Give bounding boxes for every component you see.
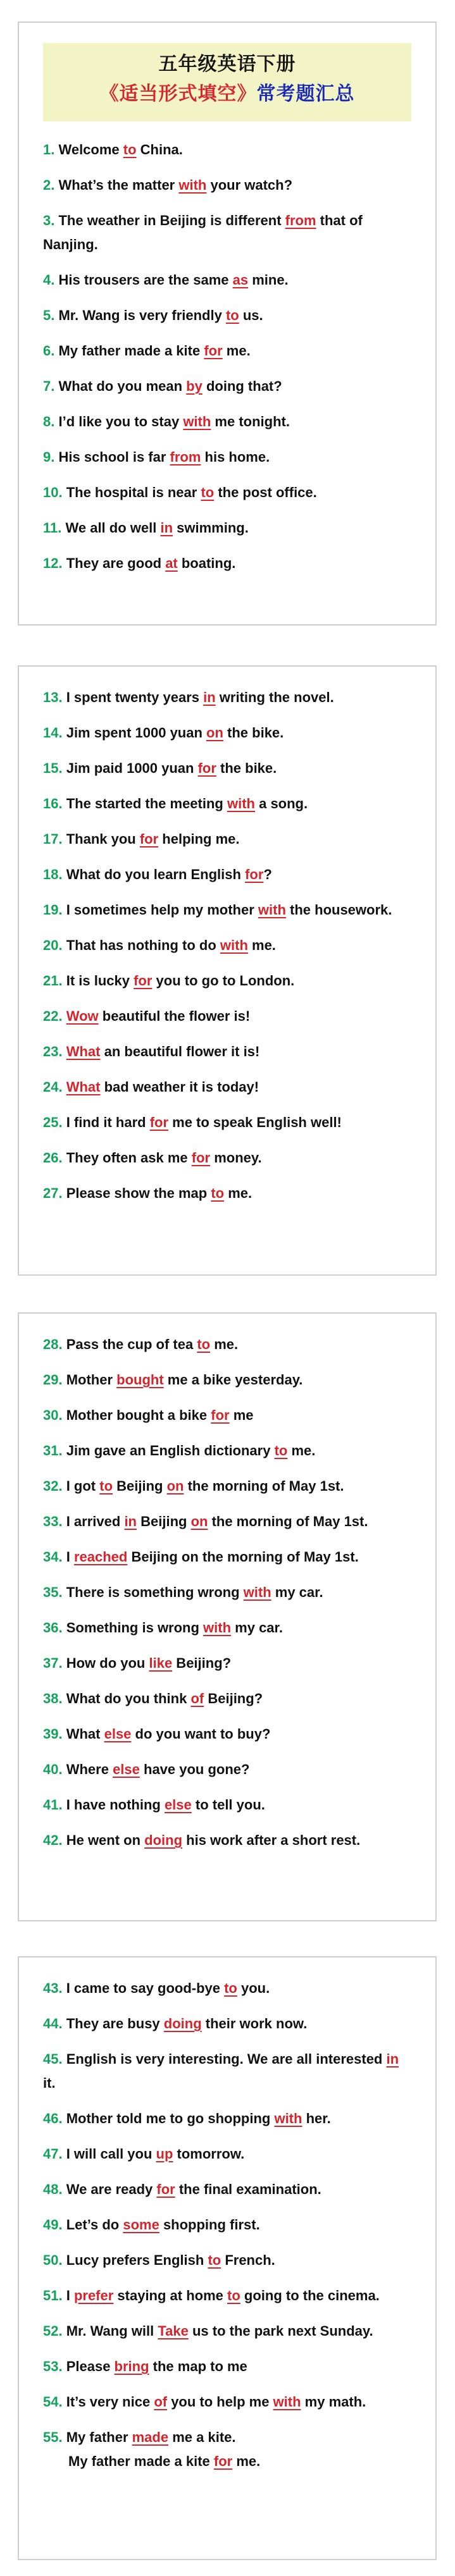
question-number: 10. xyxy=(43,484,63,500)
question-text: I find it hard xyxy=(62,1114,150,1130)
question-number: 9. xyxy=(43,449,55,465)
question-number: 18. xyxy=(43,866,63,882)
title-line-2 xyxy=(43,78,411,110)
question-text: my car. xyxy=(271,1584,323,1600)
question-text: that of Nanjing. xyxy=(43,213,363,252)
answer-word: for xyxy=(156,2181,175,2197)
question-item xyxy=(43,1682,411,1717)
question-number: 1. xyxy=(43,142,55,157)
question-number: 41. xyxy=(43,1797,63,1813)
question-text: Beijing? xyxy=(172,1655,232,1671)
question-item xyxy=(43,1717,411,1753)
question-number: 34. xyxy=(43,1549,63,1565)
answer-word: reached xyxy=(73,1549,128,1565)
question-text: They are good xyxy=(62,555,166,571)
question-item xyxy=(43,787,411,822)
question-number: 44. xyxy=(43,2016,63,2031)
question-text: do you want to buy? xyxy=(131,1726,271,1742)
question-text: How do you xyxy=(62,1655,149,1671)
question-number: 55. xyxy=(43,2429,63,2445)
question-text: Mother xyxy=(62,1372,117,1388)
question-item xyxy=(43,405,411,440)
answer-word: for xyxy=(204,343,223,359)
question-list-2 xyxy=(19,681,435,1212)
question-number: 28. xyxy=(43,1336,63,1352)
question-number: 43. xyxy=(43,1980,63,1996)
question-text: Mr. Wang will xyxy=(62,2323,158,2339)
question-item xyxy=(43,1141,411,1176)
answer-word: to xyxy=(197,1336,211,1352)
question-text: Mother told me to go shopping xyxy=(62,2111,275,2126)
question-item xyxy=(43,1106,411,1141)
question-number: 6. xyxy=(43,343,55,359)
question-text: Mr. Wang is very friendly xyxy=(54,307,226,323)
answer-word: at xyxy=(165,555,178,571)
answer-word: from xyxy=(170,449,201,465)
answer-word: else xyxy=(113,1761,140,1777)
question-text: shopping first. xyxy=(159,2217,260,2233)
answer-word: on xyxy=(206,725,223,741)
question-text: ? xyxy=(263,866,272,882)
card-2 xyxy=(18,665,437,1276)
question-text: writing the novel. xyxy=(215,689,334,705)
question-item xyxy=(43,751,411,787)
question-item xyxy=(43,1363,411,1398)
answer-word: as xyxy=(232,272,249,288)
question-item xyxy=(43,334,411,369)
question-number: 52. xyxy=(43,2323,63,2339)
question-text: What’s the matter xyxy=(54,177,179,193)
answer-word: for xyxy=(245,866,264,882)
question-text: me. xyxy=(210,1336,239,1352)
question-text: mine. xyxy=(248,272,289,288)
question-text: Thank you xyxy=(62,831,140,847)
question-text: There is something wrong xyxy=(62,1584,244,1600)
answer-word: with xyxy=(220,937,248,953)
answer-word: to xyxy=(99,1478,113,1494)
question-text: the morning of May 1st. xyxy=(208,1513,368,1529)
answer-word: with xyxy=(243,1584,271,1600)
question-number: 4. xyxy=(43,272,55,288)
question-item xyxy=(43,299,411,334)
question-item xyxy=(43,1176,411,1212)
question-item xyxy=(43,2007,411,2042)
question-item xyxy=(43,1434,411,1469)
question-text: my car. xyxy=(231,1620,283,1636)
question-item xyxy=(43,2420,411,2480)
answer-word: else xyxy=(104,1726,132,1742)
question-item xyxy=(43,928,411,964)
title-red-part: 《适当形式填空》 xyxy=(99,83,257,104)
answer-word: to xyxy=(211,1185,225,1201)
question-text: Beijing xyxy=(137,1513,191,1529)
answer-word: for xyxy=(139,831,159,847)
question-item xyxy=(43,2314,411,2350)
question-number: 12. xyxy=(43,555,63,571)
question-number: 38. xyxy=(43,1691,63,1706)
answer-word: with xyxy=(227,796,255,811)
question-item xyxy=(43,999,411,1035)
question-text: What do you learn English xyxy=(62,866,246,882)
question-number: 21. xyxy=(43,973,63,989)
question-item xyxy=(43,1469,411,1505)
question-text: I’d like you to stay xyxy=(54,414,184,429)
question-text: beautiful the flower is! xyxy=(98,1008,251,1024)
question-text: My father xyxy=(62,2429,132,2445)
question-number: 15. xyxy=(43,760,63,776)
question-text: Something is wrong xyxy=(62,1620,204,1636)
question-item xyxy=(43,2243,411,2279)
question-text: I came to say good-bye xyxy=(62,1980,225,1996)
question-text: me to speak English well! xyxy=(168,1114,342,1130)
answer-word: with xyxy=(178,177,207,193)
answer-word: What xyxy=(66,1044,101,1059)
question-number: 51. xyxy=(43,2288,63,2303)
question-text: Jim spent 1000 yuan xyxy=(62,725,207,741)
question-number: 23. xyxy=(43,1044,63,1059)
answer-word: with xyxy=(203,1620,232,1636)
question-text: He went on xyxy=(62,1832,145,1848)
question-item xyxy=(43,1611,411,1646)
question-text: their work now. xyxy=(201,2016,308,2031)
question-text: Welcome xyxy=(54,142,123,157)
question-item xyxy=(43,1788,411,1823)
question-text: My father made a kite xyxy=(68,2453,214,2469)
question-item xyxy=(43,1070,411,1106)
answer-word: with xyxy=(258,902,286,918)
question-text: I have nothing xyxy=(62,1797,165,1813)
question-item xyxy=(43,511,411,546)
question-text: I sometimes help my mother xyxy=(62,902,258,918)
question-number: 24. xyxy=(43,1079,63,1095)
question-item xyxy=(43,2102,411,2137)
question-text: Mother bought a bike xyxy=(62,1407,211,1423)
question-item xyxy=(43,476,411,511)
question-item xyxy=(43,133,411,168)
question-number: 42. xyxy=(43,1832,63,1848)
question-text: me. xyxy=(247,937,276,953)
question-text: We all do well xyxy=(61,520,161,536)
question-text: What do you mean xyxy=(54,378,187,394)
question-text: the final examination. xyxy=(175,2181,321,2197)
question-number: 25. xyxy=(43,1114,63,1130)
question-text: my math. xyxy=(301,2394,366,2410)
question-item xyxy=(43,1328,411,1363)
answer-word: for xyxy=(149,1114,169,1130)
question-item xyxy=(43,2279,411,2314)
question-text: going to the cinema. xyxy=(240,2288,380,2303)
question-item xyxy=(43,2208,411,2243)
question-text: Please xyxy=(62,2358,115,2374)
question-text: What do you think xyxy=(62,1691,191,1706)
question-number: 13. xyxy=(43,689,63,705)
question-text: me a bike yesterday. xyxy=(163,1372,303,1388)
answer-word: to xyxy=(208,2252,221,2268)
question-text: The started the meeting xyxy=(62,796,227,811)
question-text: the morning of May 1st. xyxy=(184,1478,344,1494)
question-item xyxy=(43,964,411,999)
question-text: I will call you xyxy=(62,2146,156,2162)
question-text: China. xyxy=(136,142,183,157)
question-list-4 xyxy=(19,1971,435,2480)
question-text: the bike. xyxy=(223,725,284,741)
answer-word: bring xyxy=(114,2358,149,2374)
answer-word: for xyxy=(197,760,216,776)
question-text: I xyxy=(62,2288,74,2303)
question-number: 17. xyxy=(43,831,63,847)
question-text: staying at home xyxy=(113,2288,228,2303)
answer-word: with xyxy=(274,2111,302,2126)
question-number: 22. xyxy=(43,1008,63,1024)
question-number: 14. xyxy=(43,725,63,741)
question-item xyxy=(43,204,411,263)
question-number: 39. xyxy=(43,1726,63,1742)
question-number: 47. xyxy=(43,2146,63,2162)
question-item xyxy=(43,822,411,858)
answer-word: with xyxy=(183,414,211,429)
question-text: They often ask me xyxy=(62,1150,192,1166)
answer-word: like xyxy=(149,1655,173,1671)
question-item xyxy=(43,1823,411,1859)
answer-word: to xyxy=(224,1980,237,1996)
question-text: Jim paid 1000 yuan xyxy=(62,760,198,776)
question-number: 40. xyxy=(43,1761,63,1777)
question-item xyxy=(43,858,411,893)
question-text: you. xyxy=(237,1980,270,1996)
question-number: 7. xyxy=(43,378,55,394)
answer-word: on xyxy=(166,1478,184,1494)
question-text: me tonight. xyxy=(211,414,290,429)
question-item xyxy=(43,546,411,582)
question-text: her. xyxy=(302,2111,331,2126)
question-text: me. xyxy=(287,1443,316,1458)
question-second-line xyxy=(43,2450,411,2474)
answer-word: by xyxy=(186,378,203,394)
question-text: the map to me xyxy=(149,2358,247,2374)
question-text: It’s very nice xyxy=(62,2394,154,2410)
question-text: me a kite. xyxy=(168,2429,236,2445)
question-text: an beautiful flower it is! xyxy=(100,1044,260,1059)
question-text: us. xyxy=(239,307,263,323)
question-item xyxy=(43,2385,411,2420)
question-text: you to go to London. xyxy=(152,973,295,989)
answer-word: to xyxy=(225,307,239,323)
question-text: boating. xyxy=(177,555,236,571)
question-text: Where xyxy=(62,1761,113,1777)
question-item xyxy=(43,893,411,928)
question-item xyxy=(43,440,411,476)
answer-word: bought xyxy=(116,1372,164,1388)
question-text: The weather in Beijing is different xyxy=(54,213,285,228)
question-number: 16. xyxy=(43,796,63,811)
answer-word: Wow xyxy=(66,1008,99,1024)
question-text: Beijing? xyxy=(204,1691,263,1706)
question-item xyxy=(43,263,411,299)
question-number: 36. xyxy=(43,1620,63,1636)
question-text: me. xyxy=(222,343,251,359)
question-number: 8. xyxy=(43,414,55,429)
question-number: 27. xyxy=(43,1185,63,1201)
question-text: swimming. xyxy=(173,520,249,536)
question-number: 48. xyxy=(43,2181,63,2197)
question-text: His trousers are the same xyxy=(54,272,233,288)
question-text: Beijing xyxy=(113,1478,167,1494)
answer-word: on xyxy=(190,1513,208,1529)
question-text: a song. xyxy=(254,796,308,811)
question-text: Please show the map xyxy=(62,1185,211,1201)
question-number: 29. xyxy=(43,1372,63,1388)
answer-word: prefer xyxy=(73,2288,114,2303)
card-1 xyxy=(18,22,437,626)
question-number: 26. xyxy=(43,1150,63,1166)
answer-word: doing xyxy=(163,2016,202,2031)
question-text: Beijing on the morning of May 1st. xyxy=(127,1549,359,1565)
title-blue-part: 常考题汇总 xyxy=(256,83,355,104)
question-item xyxy=(43,2137,411,2172)
question-text: Let’s do xyxy=(62,2217,123,2233)
question-list-1 xyxy=(19,133,435,582)
question-text: you to help me xyxy=(167,2394,273,2410)
answer-word: for xyxy=(211,1407,230,1423)
answer-word: up xyxy=(156,2146,173,2162)
question-text: money. xyxy=(210,1150,262,1166)
answer-word: in xyxy=(386,2051,399,2067)
question-text: us to the park next Sunday. xyxy=(188,2323,373,2339)
question-number: 33. xyxy=(43,1513,63,1529)
answer-word: doing xyxy=(144,1832,183,1848)
question-text: me xyxy=(229,1407,254,1423)
question-text: I arrived xyxy=(62,1513,125,1529)
question-text: doing that? xyxy=(202,378,282,394)
answer-word: from xyxy=(285,213,316,228)
question-item xyxy=(43,1753,411,1788)
question-item xyxy=(43,716,411,751)
question-number: 37. xyxy=(43,1655,63,1671)
question-text: Jim gave an English dictionary xyxy=(62,1443,275,1458)
answer-word: to xyxy=(227,2288,240,2303)
question-text: have you gone? xyxy=(139,1761,250,1777)
question-text: the post office. xyxy=(214,484,317,500)
question-text: I spent twenty years xyxy=(62,689,204,705)
answer-word: in xyxy=(124,1513,137,1529)
question-text: bad weather it is today! xyxy=(100,1079,259,1095)
answer-word: What xyxy=(66,1079,101,1095)
question-number: 19. xyxy=(43,902,63,918)
question-item xyxy=(43,1971,411,2007)
answer-word: some xyxy=(123,2217,159,2233)
question-number: 32. xyxy=(43,1478,63,1494)
question-text: They are busy xyxy=(62,2016,164,2031)
question-item xyxy=(43,2350,411,2385)
question-number: 46. xyxy=(43,2111,63,2126)
question-text: My father made a kite xyxy=(54,343,204,359)
card-3 xyxy=(18,1312,437,1921)
question-item xyxy=(43,369,411,405)
question-text: his work after a short rest. xyxy=(182,1832,361,1848)
answer-word: in xyxy=(160,520,173,536)
question-text: his home. xyxy=(201,449,270,465)
question-item xyxy=(43,168,411,204)
answer-word: for xyxy=(213,2453,233,2469)
question-number: 49. xyxy=(43,2217,63,2233)
question-text: It is lucky xyxy=(62,973,134,989)
question-number: 31. xyxy=(43,1443,63,1458)
question-number: 35. xyxy=(43,1584,63,1600)
answer-word: for xyxy=(134,973,153,989)
question-text: tomorrow. xyxy=(173,2146,245,2162)
answer-word: to xyxy=(201,484,215,500)
question-item xyxy=(43,1540,411,1575)
question-item xyxy=(43,2042,411,2102)
question-text: the bike. xyxy=(216,760,277,776)
question-item xyxy=(43,681,411,716)
answer-word: for xyxy=(191,1150,211,1166)
question-item xyxy=(43,1505,411,1540)
question-text: your watch? xyxy=(206,177,293,193)
question-text: His school is far xyxy=(54,449,170,465)
question-number: 11. xyxy=(43,520,62,536)
question-number: 45. xyxy=(43,2051,63,2067)
answer-word: with xyxy=(273,2394,301,2410)
question-number: 50. xyxy=(43,2252,63,2268)
question-text: That has nothing to do xyxy=(62,937,220,953)
card-4 xyxy=(18,1956,437,2560)
question-text: helping me. xyxy=(158,831,240,847)
question-text: I got xyxy=(62,1478,100,1494)
answer-word: else xyxy=(164,1797,192,1813)
question-item xyxy=(43,1646,411,1682)
question-number: 3. xyxy=(43,213,55,228)
question-text: What xyxy=(62,1726,104,1742)
answer-word: Take xyxy=(158,2323,189,2339)
question-text: to tell you. xyxy=(191,1797,265,1813)
title-line-1: 五年级英语下册 xyxy=(158,54,296,75)
question-text: Pass the cup of tea xyxy=(62,1336,197,1352)
question-number: 54. xyxy=(43,2394,63,2410)
question-text: me. xyxy=(232,2453,261,2469)
question-text: We are ready xyxy=(62,2181,157,2197)
question-item xyxy=(43,1575,411,1611)
question-text: the housework. xyxy=(285,902,392,918)
question-number: 2. xyxy=(43,177,55,193)
question-text: Lucy prefers English xyxy=(62,2252,208,2268)
question-text: French. xyxy=(221,2252,275,2268)
question-text: it. xyxy=(43,2075,56,2091)
question-item xyxy=(43,2172,411,2208)
question-text: The hospital is near xyxy=(62,484,201,500)
question-number: 53. xyxy=(43,2358,63,2374)
question-item xyxy=(43,1035,411,1070)
answer-word: of xyxy=(190,1691,204,1706)
question-number: 5. xyxy=(43,307,55,323)
answer-word: to xyxy=(274,1443,288,1458)
question-text: English is very interesting. We are all interested xyxy=(62,2051,387,2067)
question-text: I xyxy=(62,1549,74,1565)
answer-word: made xyxy=(132,2429,169,2445)
question-item xyxy=(43,1398,411,1434)
question-number: 20. xyxy=(43,937,63,953)
question-list-3 xyxy=(19,1328,435,1859)
answer-word: to xyxy=(123,142,137,157)
answer-word: of xyxy=(154,2394,168,2410)
answer-word: in xyxy=(203,689,216,705)
question-text: me. xyxy=(224,1185,252,1201)
question-number: 30. xyxy=(43,1407,63,1423)
title-banner xyxy=(43,43,411,121)
